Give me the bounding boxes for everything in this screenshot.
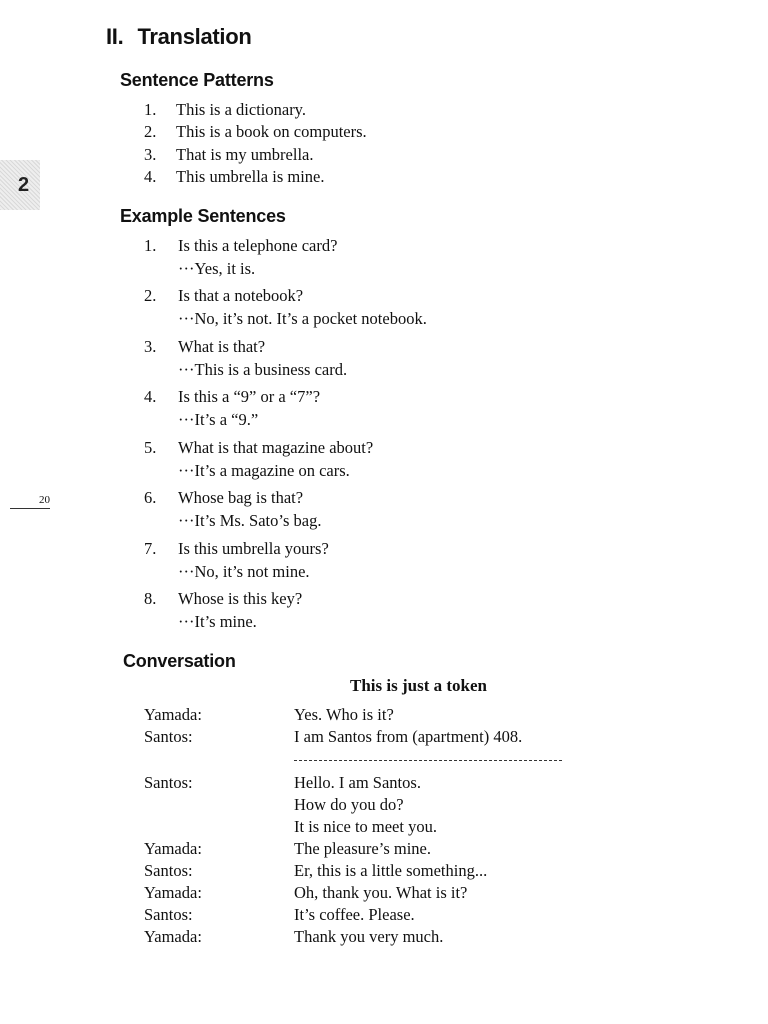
- item-number: 4.: [144, 167, 157, 187]
- list-item: [140, 166, 367, 188]
- line-text: Oh, thank you. What is it?: [294, 883, 468, 902]
- speaker-name: Santos:: [144, 861, 193, 880]
- speaker-name: Santos:: [144, 727, 193, 746]
- item-text: That is my umbrella.: [176, 144, 314, 164]
- answer-text: ···It’s a “9.”: [178, 410, 259, 429]
- list-item: [140, 99, 367, 121]
- list-item: [140, 486, 540, 532]
- dialogue-line: [144, 882, 664, 904]
- section-number: II.: [106, 24, 124, 49]
- item-number: 1.: [144, 236, 157, 255]
- list-item: [140, 234, 540, 280]
- line-text: Yes. Who is it?: [294, 705, 394, 724]
- page-number: 20: [10, 492, 50, 509]
- answer-text: ···It’s a magazine on cars.: [178, 461, 350, 480]
- speaker-name: Yamada:: [144, 883, 202, 902]
- line-text: Er, this is a little something...: [294, 861, 488, 880]
- sentence-patterns-list: [140, 99, 367, 189]
- item-number: 8.: [144, 589, 157, 608]
- question-text: Whose is this key?: [178, 589, 303, 608]
- item-number: 3.: [144, 144, 157, 164]
- line-text: The pleasure’s mine.: [294, 839, 431, 858]
- answer-text: ···No, it’s not. It’s a pocket notebook.: [178, 309, 427, 328]
- dialogue-line: [144, 816, 664, 838]
- dialogue-line: [144, 726, 664, 748]
- item-number: 6.: [144, 488, 157, 507]
- question-text: Whose bag is that?: [178, 488, 304, 507]
- list-item: [140, 335, 540, 381]
- list-item: [140, 121, 367, 143]
- dialogue-line: [144, 926, 664, 948]
- question-text: Is that a notebook?: [178, 286, 304, 305]
- speaker-name: [144, 794, 294, 816]
- item-number: 3.: [144, 337, 157, 356]
- list-item: [140, 144, 367, 166]
- dialogue-line: [144, 772, 664, 794]
- line-text: It’s coffee. Please.: [294, 905, 415, 924]
- list-item: [140, 385, 540, 431]
- speaker-name: Santos:: [144, 773, 193, 792]
- speaker-name: Yamada:: [144, 705, 202, 724]
- section-heading: [106, 24, 252, 50]
- question-text: What is that?: [178, 337, 266, 356]
- dialogue-line: [144, 704, 664, 726]
- conversation-title: This is just a token: [350, 676, 487, 695]
- item-number: 1.: [144, 100, 157, 119]
- section-title: Translation: [137, 24, 252, 49]
- item-number: 2.: [144, 286, 157, 305]
- speaker-name: Santos:: [144, 905, 193, 924]
- sentence-patterns-heading: Sentence Patterns: [120, 70, 274, 90]
- answer-text: ···This is a business card.: [178, 360, 348, 379]
- item-text: This umbrella is mine.: [176, 167, 325, 187]
- answer-text: ···Yes, it is.: [178, 259, 256, 278]
- item-number: 2.: [144, 122, 157, 142]
- line-text: How do you do?: [294, 795, 404, 814]
- list-item: [140, 284, 540, 330]
- scene-divider: [294, 760, 562, 761]
- item-number: 5.: [144, 438, 157, 457]
- item-text: This is a dictionary.: [176, 100, 306, 119]
- question-text: Is this a “9” or a “7”?: [178, 387, 321, 406]
- conversation-heading: Conversation: [123, 651, 236, 671]
- question-text: Is this umbrella yours?: [178, 539, 329, 558]
- dialogue-line: [144, 860, 664, 882]
- speaker-name: Yamada:: [144, 927, 202, 946]
- chapter-tab: [0, 160, 40, 210]
- line-text: It is nice to meet you.: [294, 817, 437, 836]
- item-number: 4.: [144, 387, 157, 406]
- dialogue-line: [144, 904, 664, 926]
- dialogue-line: [144, 794, 664, 816]
- answer-text: ···No, it’s not mine.: [178, 562, 310, 581]
- line-text: Hello. I am Santos.: [294, 773, 421, 792]
- speaker-name: [144, 816, 294, 838]
- item-number: 7.: [144, 539, 157, 558]
- question-text: What is that magazine about?: [178, 438, 374, 457]
- answer-text: ···It’s Ms. Sato’s bag.: [178, 511, 322, 530]
- line-text: I am Santos from (apartment) 408.: [294, 727, 523, 746]
- list-item: [140, 537, 540, 583]
- list-item: [140, 587, 540, 633]
- answer-text: ···It’s mine.: [178, 612, 257, 631]
- chapter-tab-number: 2: [18, 174, 30, 196]
- question-text: Is this a telephone card?: [178, 236, 338, 255]
- item-text: This is a book on computers.: [176, 122, 367, 142]
- line-text: Thank you very much.: [294, 927, 444, 946]
- list-item: [140, 436, 540, 482]
- speaker-name: Yamada:: [144, 839, 202, 858]
- dialogue-line: [144, 838, 664, 860]
- example-sentences-heading: Example Sentences: [120, 206, 286, 226]
